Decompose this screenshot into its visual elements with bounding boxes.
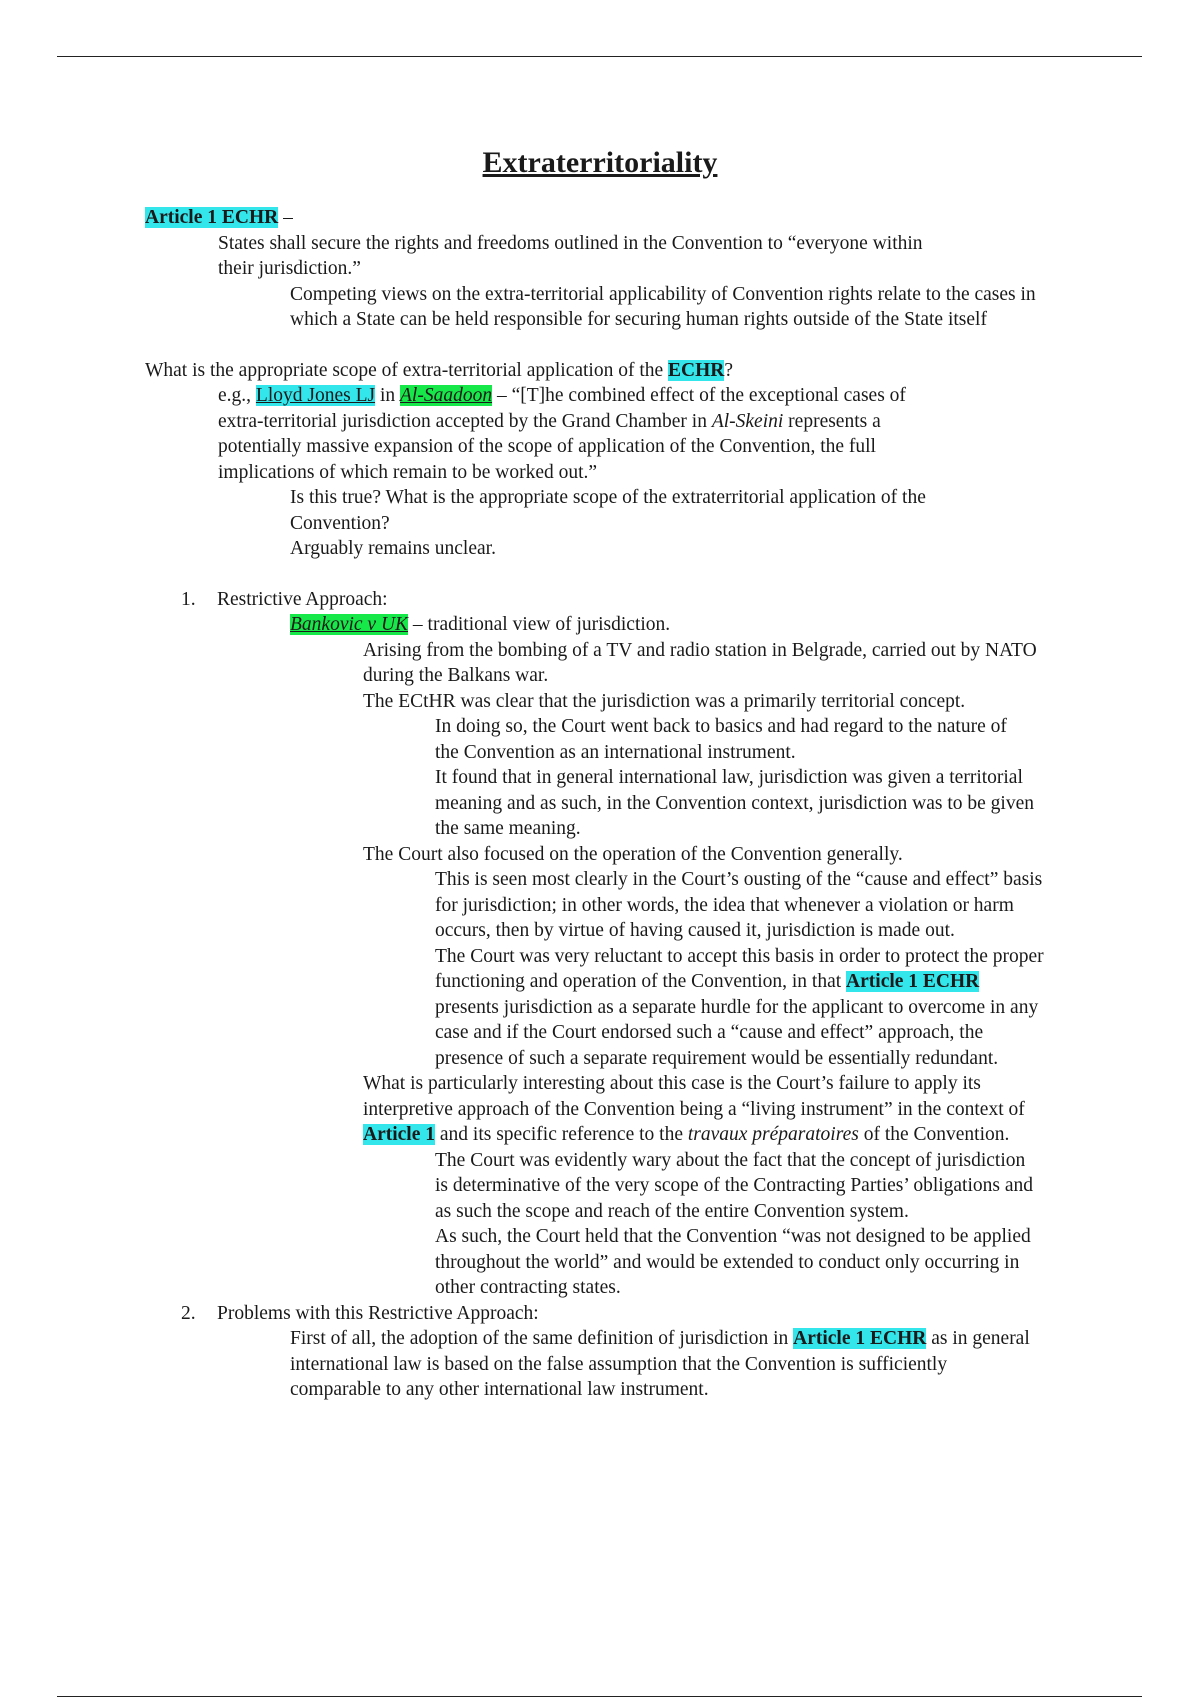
p4-mid: and its specific reference to the	[435, 1124, 688, 1145]
bankovic-p4	[363, 1071, 1045, 1148]
heading-dash: –	[278, 207, 293, 228]
article1-heading: Article 1 ECHR	[145, 207, 279, 228]
article1-text: States shall secure the rights and freedoms outlined in the Convention to “everyone within their jurisdiction.”	[218, 232, 923, 279]
article1-echr-highlight: Article 1 ECHR	[846, 971, 980, 992]
article1-subpoint: Competing views on the extra-territorial applicability of Convention rights relate to the cases in which a State can be held responsible for securing human rights outside of the State itself	[290, 283, 1036, 330]
article1-echr-highlight: Article 1 ECHR	[793, 1328, 927, 1349]
page-title: Extraterritoriality	[482, 146, 718, 179]
scope-subpoint-2: Arguably remains unclear.	[290, 538, 496, 559]
list-number: 1.	[181, 588, 196, 610]
bankovic-p2a: In doing so, the Court went back to basics and had regard to the nature of the Convention as an international instrument.	[435, 716, 1007, 763]
bankovic-line	[290, 612, 1045, 638]
echr-highlight: ECHR	[668, 359, 725, 381]
list-label: Restrictive Approach:	[217, 588, 388, 610]
list-item-1	[145, 587, 1045, 613]
eg-prefix: e.g.,	[218, 385, 256, 406]
problems-text: First of all, the adoption of the same definition of jurisdiction in	[290, 1328, 794, 1349]
problems-p1	[290, 1326, 1035, 1403]
p4-post: of the Convention.	[858, 1124, 1010, 1145]
footer-rule	[57, 1696, 1142, 1697]
spacer	[145, 333, 1045, 358]
bankovic-p1: Arising from the bombing of a TV and radio station in Belgrade, carried out by NATO during the Balkans war.	[363, 639, 1037, 686]
judge-link[interactable]: Lloyd Jones LJ	[255, 385, 376, 406]
header-rule	[57, 56, 1142, 57]
case-link-al-saadoon[interactable]: Al-Saadoon	[400, 385, 493, 406]
scope-question-text: What is the appropriate scope of extra-territorial application of the	[145, 359, 669, 381]
quote-part-2: represents a potentially massive expansion of the scope of application of the Convention, the full implications of which remain to be worked out.”	[218, 410, 881, 483]
list-number: 2.	[181, 1302, 196, 1324]
eg-in: in	[375, 385, 400, 406]
case-al-skeini: Al-Skeini	[711, 410, 784, 432]
list-label: Problems with this Restrictive Approach:	[217, 1302, 539, 1324]
bankovic-p2: The ECtHR was clear that the jurisdiction was a primarily territorial concept.	[363, 690, 966, 712]
article1-heading-line	[145, 205, 1045, 231]
travaux-preparatoires: travaux préparatoires	[687, 1124, 859, 1145]
p4-text: What is particularly interesting about this case is the Court’s failure to apply its interpretive approach of the Convention being a “living instrument” in the context of	[363, 1073, 1025, 1120]
bankovic-p3a: This is seen most clearly in the Court’s ousting of the “cause and effect” basis for jurisdiction; in other words, the idea that whenever a violation or harm occurs, then by virtue of having caused it, jurisdiction is made out.	[435, 869, 1043, 941]
case-link-bankovic[interactable]: Bankovic v UK	[290, 614, 409, 635]
bankovic-p2b: It found that in general international law, jurisdiction was given a territorial meaning and as such, in the Convention context, jurisdiction was to be given the same meaning.	[435, 767, 1034, 839]
bankovic-p3b	[435, 944, 1045, 1072]
quote-part-1: – “[T]he combined effect of the exceptional cases of extra-territorial jurisdiction accepted by the Grand Chamber in	[218, 385, 906, 432]
spacer	[145, 562, 1045, 587]
bankovic-p4a: The Court was evidently wary about the fact that the concept of jurisdiction is determinative of the very scope of the Contracting Parties’ obligations and as such the scope and reach of the entire Convention system.	[435, 1149, 1034, 1222]
p3b-text-post: presents jurisdiction as a separate hurdle for the applicant to overcome in any case and if the Court endorsed such a “cause and effect” approach, the presence of such a separate requirement would be essentially redundant.	[435, 996, 1039, 1069]
list-item-2	[145, 1301, 1045, 1327]
scope-question	[145, 358, 1045, 384]
p3b-text: The Court was very reluctant to accept this basis in order to protect the proper functioning and operation of the Convention, in that	[435, 945, 1044, 992]
bankovic-p4b: As such, the Court held that the Convention “was not designed to be applied throughout the world” and would be extended to conduct only occurring in other contracting states.	[435, 1226, 1031, 1298]
example-quote	[218, 383, 948, 485]
problems-text-post: as in general international law is based on the false assumption that the Convention is sufficiently comparable to any other international law instrument.	[290, 1328, 1030, 1400]
question-mark: ?	[724, 359, 734, 381]
bankovic-p3: The Court also focused on the operation of the Convention generally.	[363, 843, 903, 865]
article1-highlight: Article 1	[363, 1124, 436, 1145]
scope-subpoint-1: Is this true? What is the appropriate scope of the extraterritorial application of the Convention?	[290, 487, 926, 534]
document-body	[145, 205, 1045, 1403]
bankovic-text: – traditional view of jurisdiction.	[408, 614, 671, 635]
